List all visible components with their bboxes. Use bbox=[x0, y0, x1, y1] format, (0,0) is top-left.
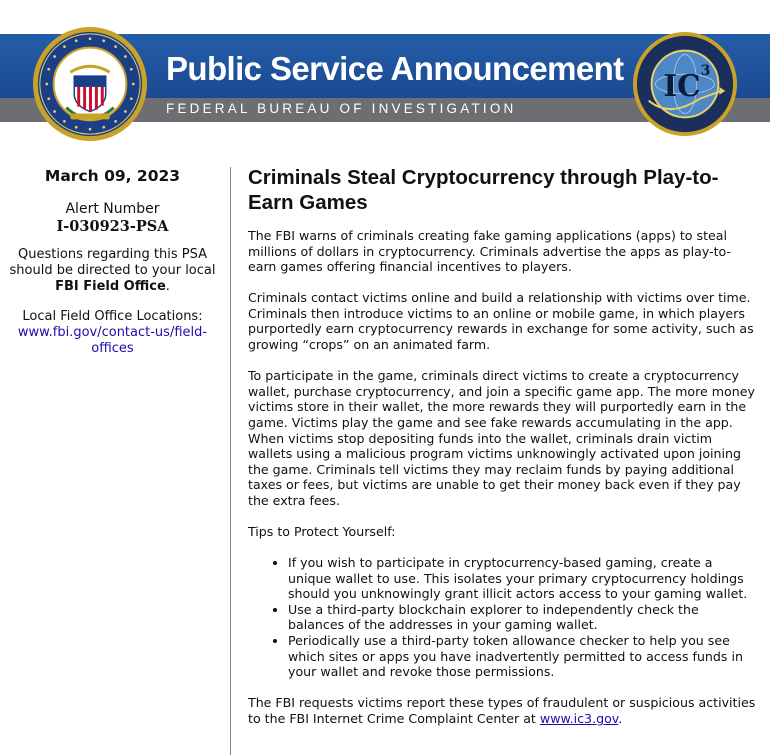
ic3-link[interactable]: www.ic3.gov bbox=[539, 710, 619, 726]
field-office-locations-label: Local Field Office Locations: bbox=[22, 309, 203, 324]
field-office-link[interactable]: www.fbi.gov/contact-us/field-offices bbox=[17, 325, 208, 356]
paragraph-1: The FBI warns of criminals creating fake gaming applications (apps) to steal millions of dollars in cryptocurrency. Criminals advertise the apps as play-to-earn games offering financial incentives to players. bbox=[248, 228, 732, 275]
paragraph-3: To participate in the game, criminals direct victims to create a cryptocurrency wallet, purchase cryptocurrency, and join a specific game app. The more money victims store in their wallet, the more rewards they will purportedly earn in the game. Victims play the game and see fake rewards accumulating in the app. When victims stop depositing funds into the wallet, criminals drain victim wallets using a malicious program victims unknowingly activated upon joining the game. Criminals tell victims they may reclaim funds by paying additional taxes or fees, but victims are unable to get their money back even if they pay the extra fees. bbox=[248, 368, 755, 508]
tip-item: • Periodically use a third-party token allowance checker to help you see which sites or apps you have inadvertently permitted to access funds in your wallet and revoke those permissions. bbox=[288, 633, 756, 680]
column-divider bbox=[230, 167, 231, 755]
banner-subtitle: FEDERAL BUREAU OF INVESTIGATION bbox=[166, 101, 517, 116]
report-end: . bbox=[618, 710, 623, 726]
questions-end: . bbox=[165, 279, 170, 294]
alert-date: March 09, 2023 bbox=[44, 167, 181, 185]
tip-item: • If you wish to participate in cryptocurrency-based gaming, create a unique wallet to use. This isolates your primary cryptocurrency holdings should you unknowingly grant illicit actors access to your gaming wallet. bbox=[288, 555, 756, 602]
questions-note bbox=[0, 247, 225, 295]
tips-list bbox=[248, 555, 756, 680]
tips-heading: Tips to Protect Yourself: bbox=[248, 524, 396, 539]
banner-title: Public Service Announcement bbox=[166, 50, 624, 87]
ic3-seal-logo bbox=[631, 30, 739, 138]
paragraph-2: Criminals contact victims online and build a relationship with victims over time. Criminals then introduce victims to an online or mobile game, in which players purportedly earn cryptocurrency rewards in exchange for some activity, such as growing “crops” on an animated farm. bbox=[248, 290, 754, 353]
alert-number-label: Alert Number bbox=[65, 201, 160, 217]
report-paragraph bbox=[248, 695, 756, 726]
alert-number: I-030923-PSA bbox=[56, 218, 169, 235]
report-text: The FBI requests victims report these types of fraudulent or suspicious activities to the FBI Internet Crime Complaint Center at bbox=[248, 695, 756, 726]
psa-banner bbox=[0, 0, 770, 122]
tip-item: • Use a third-party blockchain explorer to independently check the balances of the addresses in your gaming wallet. bbox=[288, 602, 756, 633]
field-office-label: FBI Field Office bbox=[55, 279, 166, 294]
article-title: Criminals Steal Cryptocurrency through Play-to-Earn Games bbox=[248, 166, 719, 214]
psa-article bbox=[248, 165, 756, 742]
svg-text:3: 3 bbox=[700, 63, 711, 80]
questions-text: Questions regarding this PSA should be directed to your local bbox=[9, 247, 216, 278]
svg-text:IC: IC bbox=[663, 67, 701, 103]
alert-sidebar bbox=[0, 168, 225, 357]
fbi-seal-logo bbox=[31, 25, 149, 143]
